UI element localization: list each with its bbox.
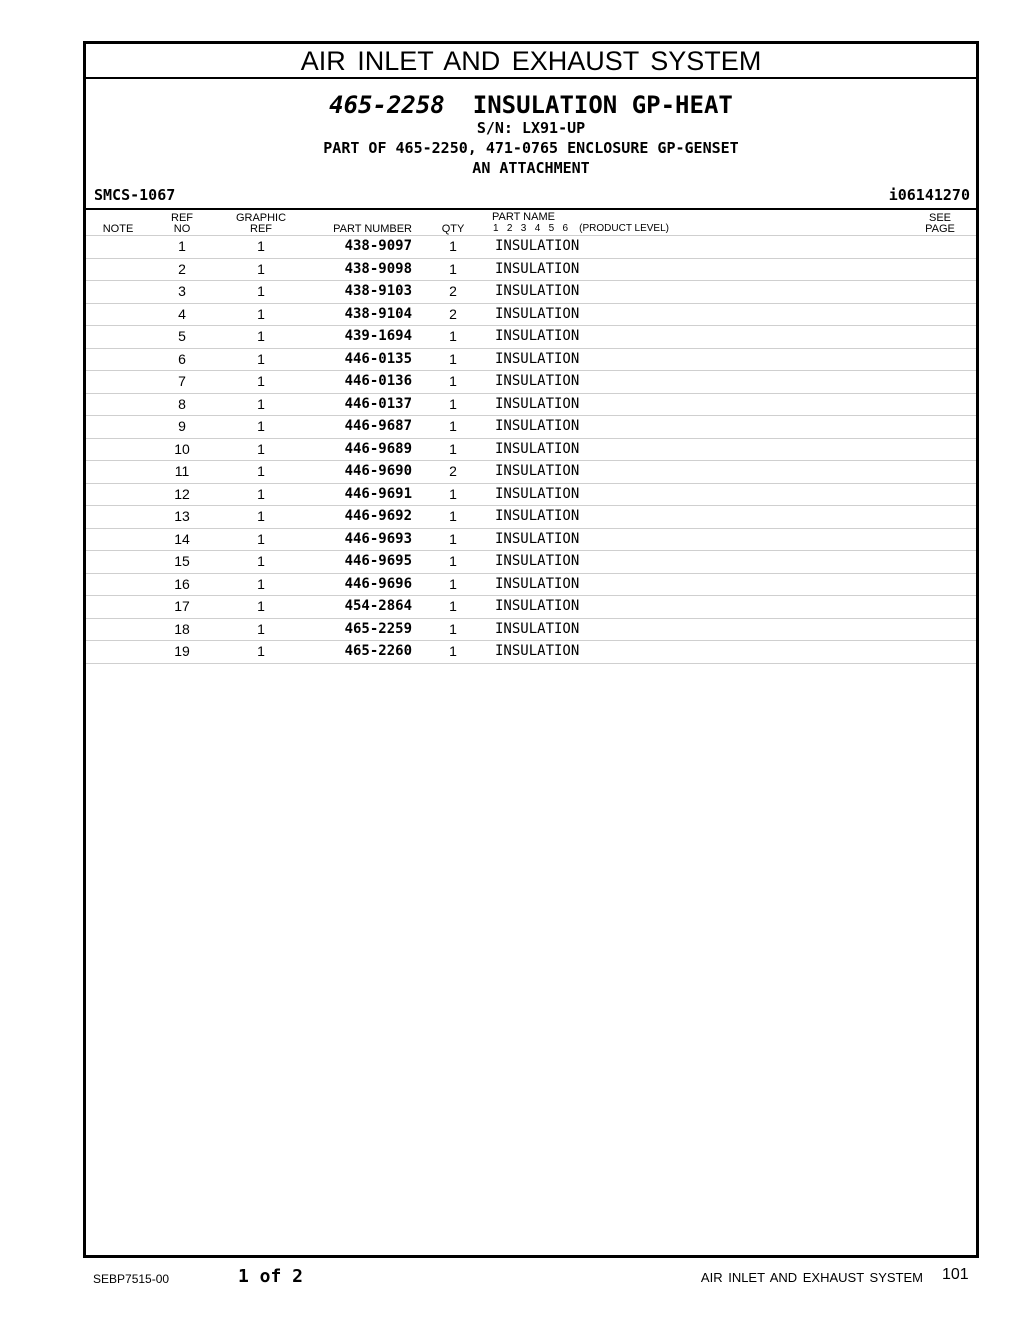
graphic-ref: 1 — [257, 395, 265, 412]
graphic-ref: 1 — [257, 260, 265, 277]
graphic-ref: 1 — [257, 238, 265, 254]
table-row — [86, 551, 976, 574]
table-row — [86, 506, 976, 529]
ref-no: 19 — [174, 643, 190, 659]
table-row — [86, 235, 976, 259]
part-number: 438-9104 — [344, 305, 412, 322]
quantity: 1 — [449, 485, 457, 502]
document-id: SEBP7515-00 — [93, 1272, 170, 1286]
part-number: 446-0136 — [344, 373, 412, 389]
part-number: 446-9690 — [344, 463, 412, 479]
part-name: INSULATION — [495, 575, 580, 592]
graphic-ref: 1 — [257, 283, 265, 299]
part-name: INSULATION — [495, 305, 580, 322]
ref-no: 12 — [174, 485, 190, 502]
ref-no: 5 — [178, 328, 186, 344]
graphic-ref: 1 — [257, 485, 265, 502]
graphic-ref: 1 — [257, 575, 265, 592]
serial-range: S/N: LX91-UP — [476, 119, 586, 137]
header-divider — [86, 208, 976, 210]
ref-no: 6 — [178, 350, 186, 367]
col-qty: QTY — [441, 223, 465, 235]
quantity: 1 — [449, 620, 457, 637]
part-name: INSULATION — [495, 530, 580, 547]
part-name: INSULATION — [495, 328, 580, 344]
quantity: 1 — [449, 598, 457, 614]
quantity: 1 — [449, 350, 457, 367]
section-title: AIR INLET AND EXHAUST SYSTEM — [86, 44, 976, 79]
part-name: INSULATION — [495, 643, 580, 659]
table-row — [86, 641, 976, 664]
ref-no: 14 — [174, 530, 190, 547]
quantity: 1 — [449, 530, 457, 547]
part-name: INSULATION — [495, 485, 580, 502]
graphic-ref: 1 — [257, 305, 265, 322]
table-row — [86, 574, 976, 597]
col-see-bottom: PAGE — [925, 223, 955, 235]
part-number: 439-1694 — [344, 328, 412, 344]
col-note: NOTE — [102, 223, 134, 235]
part-number: 465-2259 — [344, 620, 412, 637]
part-number: 446-9691 — [344, 485, 412, 502]
graphic-ref: 1 — [257, 328, 265, 344]
part-name: INSULATION — [495, 418, 580, 434]
part-name: INSULATION — [495, 283, 580, 299]
quantity: 2 — [449, 305, 457, 322]
group-title-line — [86, 92, 976, 118]
group-name: INSULATION GP-HEAT — [472, 91, 733, 119]
quantity: 1 — [449, 328, 457, 344]
table-row — [86, 371, 976, 394]
part-number: 446-9695 — [344, 553, 412, 569]
ref-no: 11 — [174, 463, 190, 479]
parts-table — [86, 235, 976, 664]
part-number: 465-2260 — [344, 643, 412, 659]
part-name: INSULATION — [495, 598, 580, 614]
part-name: INSULATION — [495, 508, 580, 524]
part-number: 446-9692 — [344, 508, 412, 524]
page-frame — [83, 41, 979, 1258]
ref-no: 10 — [174, 440, 190, 457]
footer-section-title: AIR INLET AND EXHAUST SYSTEM — [700, 1270, 923, 1285]
part-number: 446-9689 — [344, 440, 412, 457]
table-row — [86, 619, 976, 642]
product-levels: 1 2 3 4 5 6 (PRODUCT LEVEL) — [493, 223, 669, 234]
attachment-line: AN ATTACHMENT — [472, 159, 590, 177]
table-row — [86, 281, 976, 304]
page-number: 101 — [942, 1266, 969, 1283]
table-row — [86, 439, 976, 462]
ref-no: 3 — [178, 283, 186, 299]
col-part-number: PART NUMBER — [333, 223, 412, 235]
graphic-ref: 1 — [257, 553, 265, 569]
quantity: 1 — [449, 643, 457, 659]
part-name: INSULATION — [495, 553, 580, 569]
table-row — [86, 349, 976, 372]
table-row — [86, 484, 976, 507]
table-row — [86, 416, 976, 439]
part-name: INSULATION — [495, 260, 580, 277]
ref-no: 7 — [178, 373, 186, 389]
part-name: INSULATION — [495, 440, 580, 457]
group-header — [86, 92, 976, 178]
part-number: 446-9696 — [344, 575, 412, 592]
quantity: 1 — [449, 575, 457, 592]
quantity: 1 — [449, 260, 457, 277]
quantity: 1 — [449, 440, 457, 457]
graphic-ref: 1 — [257, 373, 265, 389]
table-row — [86, 394, 976, 417]
table-row — [86, 596, 976, 619]
graphic-ref: 1 — [257, 530, 265, 547]
graphic-ref: 1 — [257, 598, 265, 614]
graphic-ref: 1 — [257, 463, 265, 479]
ref-no: 13 — [174, 508, 190, 524]
col-part-name: PART NAME — [492, 211, 555, 223]
part-name: INSULATION — [495, 620, 580, 637]
page-of: 1 of 2 — [238, 1266, 304, 1287]
quantity: 2 — [449, 463, 457, 479]
ref-no: 17 — [174, 598, 190, 614]
col-graphic-bottom: REF — [250, 223, 272, 235]
part-number: 454-2864 — [344, 598, 412, 614]
part-number: 438-9098 — [344, 260, 412, 277]
table-row — [86, 461, 976, 484]
table-row — [86, 326, 976, 349]
quantity: 2 — [449, 283, 457, 299]
part-of-line: PART OF 465-2250, 471-0765 ENCLOSURE GP-GENSET — [323, 139, 739, 157]
graphic-ref: 1 — [257, 418, 265, 434]
col-graphic-top: GRAPHIC — [235, 212, 287, 224]
ref-no: 1 — [178, 238, 186, 254]
ref-no: 2 — [178, 260, 186, 277]
ref-no: 9 — [178, 418, 186, 434]
group-number: 465-2258 — [329, 91, 445, 119]
quantity: 1 — [449, 418, 457, 434]
col-ref-top: REF — [171, 212, 193, 224]
table-row — [86, 529, 976, 552]
graphic-ref: 1 — [257, 508, 265, 524]
ref-no: 15 — [174, 553, 190, 569]
table-row — [86, 304, 976, 327]
part-name: INSULATION — [495, 463, 580, 479]
graphic-ref: 1 — [257, 350, 265, 367]
part-number: 438-9097 — [344, 238, 412, 254]
quantity: 1 — [449, 238, 457, 254]
part-name: INSULATION — [495, 350, 580, 367]
quantity: 1 — [449, 373, 457, 389]
part-name: INSULATION — [495, 238, 580, 254]
smcs-code: SMCS-1067 — [94, 186, 176, 204]
col-see-top: SEE — [928, 212, 951, 224]
illustration-id: i06141270 — [888, 186, 970, 204]
ref-no: 16 — [174, 575, 190, 592]
part-name: INSULATION — [495, 395, 580, 412]
graphic-ref: 1 — [257, 643, 265, 659]
quantity: 1 — [449, 395, 457, 412]
part-number: 446-9693 — [344, 530, 412, 547]
part-number: 446-9687 — [344, 418, 412, 434]
ref-no: 8 — [178, 395, 186, 412]
part-number: 438-9103 — [344, 283, 412, 299]
part-name: INSULATION — [495, 373, 580, 389]
quantity: 1 — [449, 508, 457, 524]
ref-no: 4 — [178, 305, 186, 322]
table-row — [86, 259, 976, 282]
ref-no: 18 — [174, 620, 190, 637]
graphic-ref: 1 — [257, 620, 265, 637]
part-number: 446-0135 — [344, 350, 412, 367]
part-number: 446-0137 — [344, 395, 412, 412]
quantity: 1 — [449, 553, 457, 569]
graphic-ref: 1 — [257, 440, 265, 457]
col-ref-bottom: NO — [173, 223, 191, 235]
